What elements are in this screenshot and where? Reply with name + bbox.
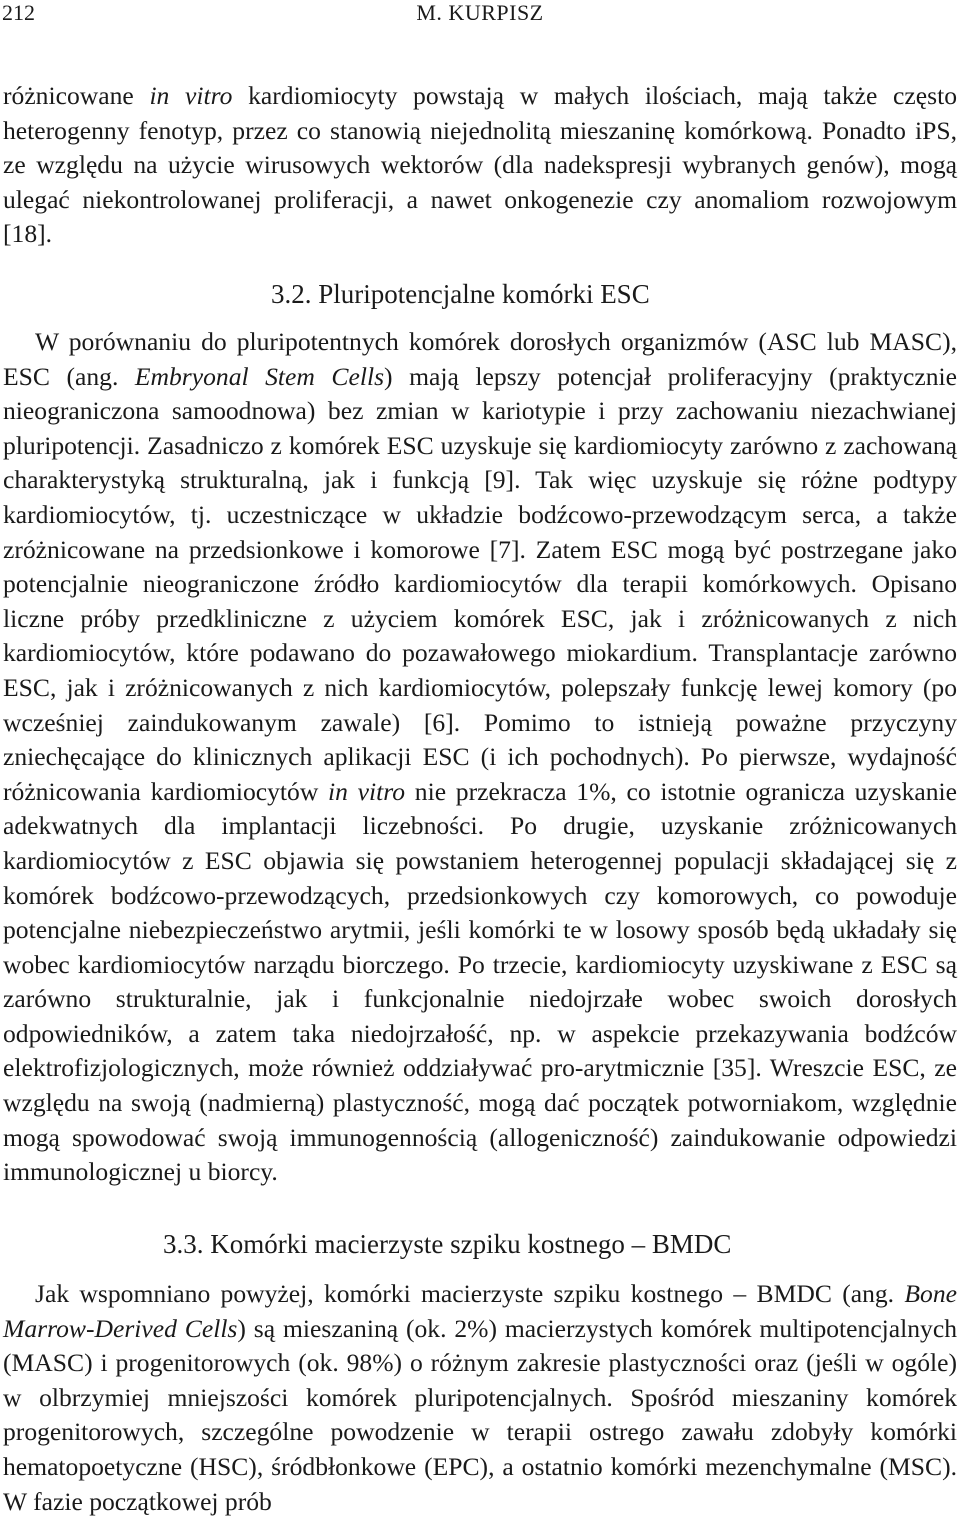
section-heading-3-2: 3.2. Pluripotencjalne komórki ESC [271, 279, 650, 309]
text-segment: ) mają lepszy potencjał proliferacyjny (praktycznie nieograniczona samoodnowa) bez zmian w kariotypie i przy zachowaniu niezachwianej pluripotencji. Zasadniczo z komórek ESC uzyskuje się kardiomiocyty zarówno z zachowaną charakterystyką strukturalną, jak i funkcją [9]. Tak więc uzyskuje się różne podtypy kardiomiocytów, tj. uczestniczące w układzie bodźcowo-przewodzącym serca, a także zróżnicowane na przedsionkowe i komorowe [7]. Zatem ESC mogą być postrzegane jako potencjalnie nieograniczone źródło kardiomiocytów dla terapii komórkowych. Opisano liczne próby przedkliniczne z użyciem komórek ESC, jak i zróżnicowanych z nich kardiomiocytów, które podawano do pozawałowego miokardium. Transplantacje zarówno ESC, jak i zróżnicowanych z nich kardiomiocytów, polepszały funkcję lewej komory (po wcześniej zaindukowanym zawale) [6]. Pomimo to istnieją poważne przyczyny zniechęcające do klinicznych aplikacji ESC (i ich pochodnych). Po pierwsze, wydajność różnicowania kardiomiocytów [3, 361, 957, 806]
italic-segment: in vitro [149, 81, 233, 110]
text-segment: różnicowane [3, 81, 150, 110]
italic-segment: Bone Marrow-Derived Cells [3, 1279, 957, 1343]
text-segment: Jak wspomniano powyżej, komórki macierzyste szpiku kostnego – BMDC (ang. [35, 1279, 905, 1308]
text-segment: nie przekracza 1%, co istotnie ogranicza uzyskanie adekwatnych dla implantacji liczebności. Po drugie, uzyskanie zróżnicowanych kardiomiocytów z ESC objawia się powstaniem heterogennej populacji składającej się z komórek bodźcowo-przewodzących, przedsionkowych czy komorowych, co powoduje potencjalne niebezpieczeństwo arytmii, jeśli komórki te w losowy sposób będą układały się wobec kardiomiocytów narządu biorczego. Po trzecie, kardiomiocyty uzyskiwane z ESC są zarówno strukturalnie, jak i funkcjonalnie niedojrzałe wobec swoich dorosłych odpowiedników, a zatem taka niedojrzałość, np. w aspekcie przekazywania bodźców elektrofizjologicznych, może również oddziaływać pro-arytmicznie [35]. Wreszcie ESC, ze względu na swoją (nadmierną) plastyczność, mogą dać początek potworniakom, względnie mogą spowodować swoją immunogennością (allogeniczność) zaindukowanie odpowiedzi immunologicznej u biorcy. [3, 776, 957, 1187]
text-segment: W porównaniu do pluripotentnych komórek dorosłych organizmów (ASC lub MASC), ESC (ang. [3, 327, 957, 391]
paragraph-1 [3, 79, 957, 252]
running-title: M. KURPISZ [416, 0, 544, 25]
paragraph-2 [3, 325, 957, 1190]
text-segment: ) są mieszaniną (ok. 2%) macierzystych komórek multipotencjalnych (MASC) i progenitorowych (ok. 98%) o różnym zakresie plastyczności oraz (jeśli w ogóle) w olbrzymiej mniejszości komórek pluripotencjalnych. Spośród mieszaniny komórek progenitorowych, szczególne powodzenie w terapii ostrego zawału zdobyły komórki hematopoetyczne (HSC), śródbłonkowe (EPC), a ostatnio komórki mezenchymalne (MSC). W fazie początkowej prób [3, 1313, 958, 1516]
section-heading-3-3: 3.3. Komórki macierzyste szpiku kostnego – BMDC [163, 1229, 732, 1259]
text-segment: kardiomiocyty powstają w małych ilościach, mają także często heterogenny fenotyp, przez co stanowią niejednolitą mieszaninę komórkową. Ponadto iPS, ze względu na użycie wirusowych wektorów (dla nadekspresji wybranych genów), mogą ulegać niekontrolowanej proliferacji, a nawet onkogenezie czy anomaliom rozwojowym [18]. [3, 81, 957, 249]
running-header [0, 0, 960, 28]
paragraph-3 [3, 1277, 957, 1519]
italic-segment: in vitro [328, 776, 406, 806]
italic-segment: Embryonal Stem Cells [134, 361, 385, 391]
page-number: 212 [2, 0, 35, 25]
